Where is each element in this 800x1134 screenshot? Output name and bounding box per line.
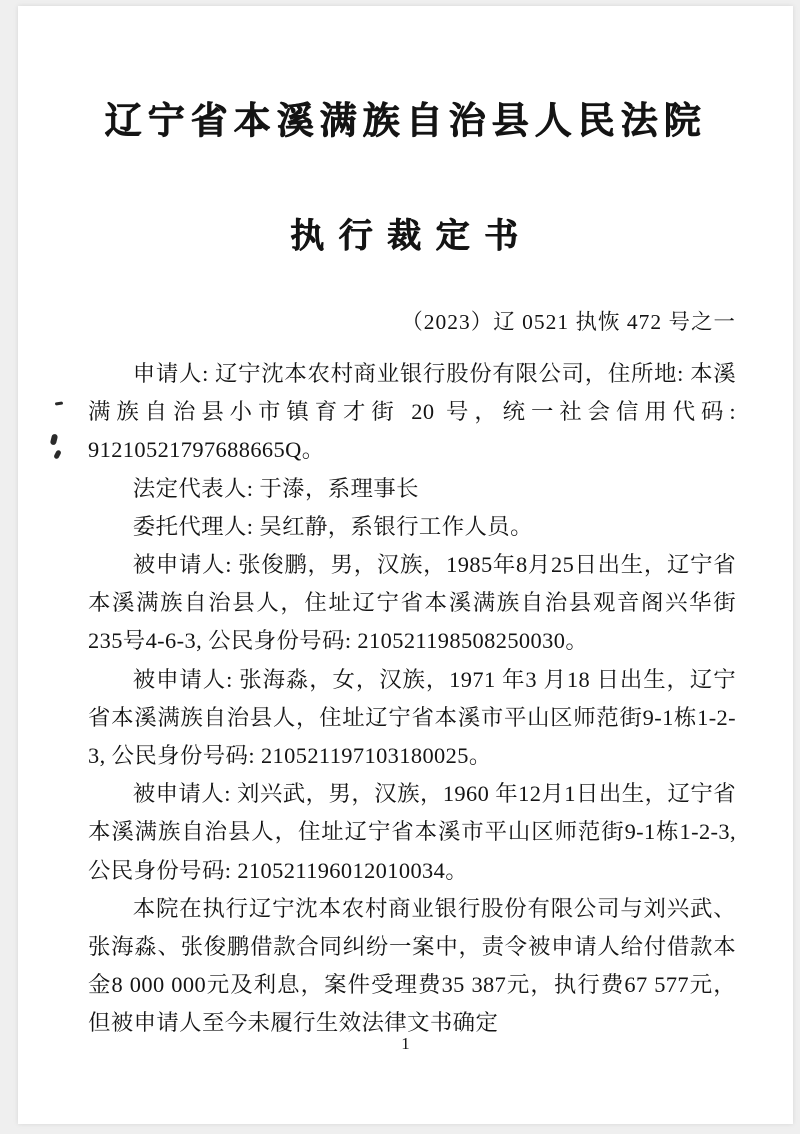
scan-artifact-speck: [50, 433, 58, 445]
paragraph-respondent-3: 被申请人: 刘兴武，男，汉族，1960 年12月1日出生，辽宁省本溪满族自治县人，住址辽宁省本溪市平山区师范街9-1栋1-2-3, 公民身份号码: 210521196012010034。: [88, 781, 736, 883]
document-body: [88, 355, 736, 1043]
case-number: （2023）辽 0521 执恢 472 号之一: [401, 310, 736, 334]
paragraph-entrusted-agent: 委托代理人: 吴红静，系银行工作人员。: [132, 513, 533, 539]
page-number: 1: [401, 1034, 410, 1053]
paragraph-applicant: 申请人: 辽宁沈本农村商业银行股份有限公司，住所地: 本溪满族自治县小市镇育才街 20 号，统一社会信用代码: 91210521797688665Q。: [88, 361, 736, 463]
document-title: 执 行 裁 定 书: [290, 218, 521, 255]
court-name-heading: 辽宁省本溪满族自治县人民法院: [104, 101, 707, 142]
scan-artifact-speck: [55, 401, 63, 405]
paragraph-respondent-2: 被申请人: 张海淼，女，汉族，1971 年3 月18 日出生，辽宁省本溪满族自治县人，住址辽宁省本溪市平山区师范街9-1栋1-2-3, 公民身份号码: 210521197103180025。: [88, 666, 736, 769]
paragraph-case-summary: 本院在执行辽宁沈本农村商业银行股份有限公司与刘兴武、张海淼、张俊鹏借款合同纠纷一案中，责令被申请人给付借款本金8 000 000元及利息，案件受理费35 387元，执行费67 577元，但被申请人至今未履行生效法律文书确定: [88, 895, 736, 1036]
scan-artifact-speck: [53, 449, 62, 459]
scanned-document-page: [18, 6, 793, 1124]
paragraph-legal-representative: 法定代表人: 于溙，系理事长: [132, 475, 419, 501]
paragraph-respondent-1: 被申请人: 张俊鹏，男，汉族，1985年8月25日出生，辽宁省本溪满族自治县人，住址辽宁省本溪满族自治县观音阁兴华街235号4-6-3, 公民身份号码: 210521198508250030。: [88, 552, 736, 654]
